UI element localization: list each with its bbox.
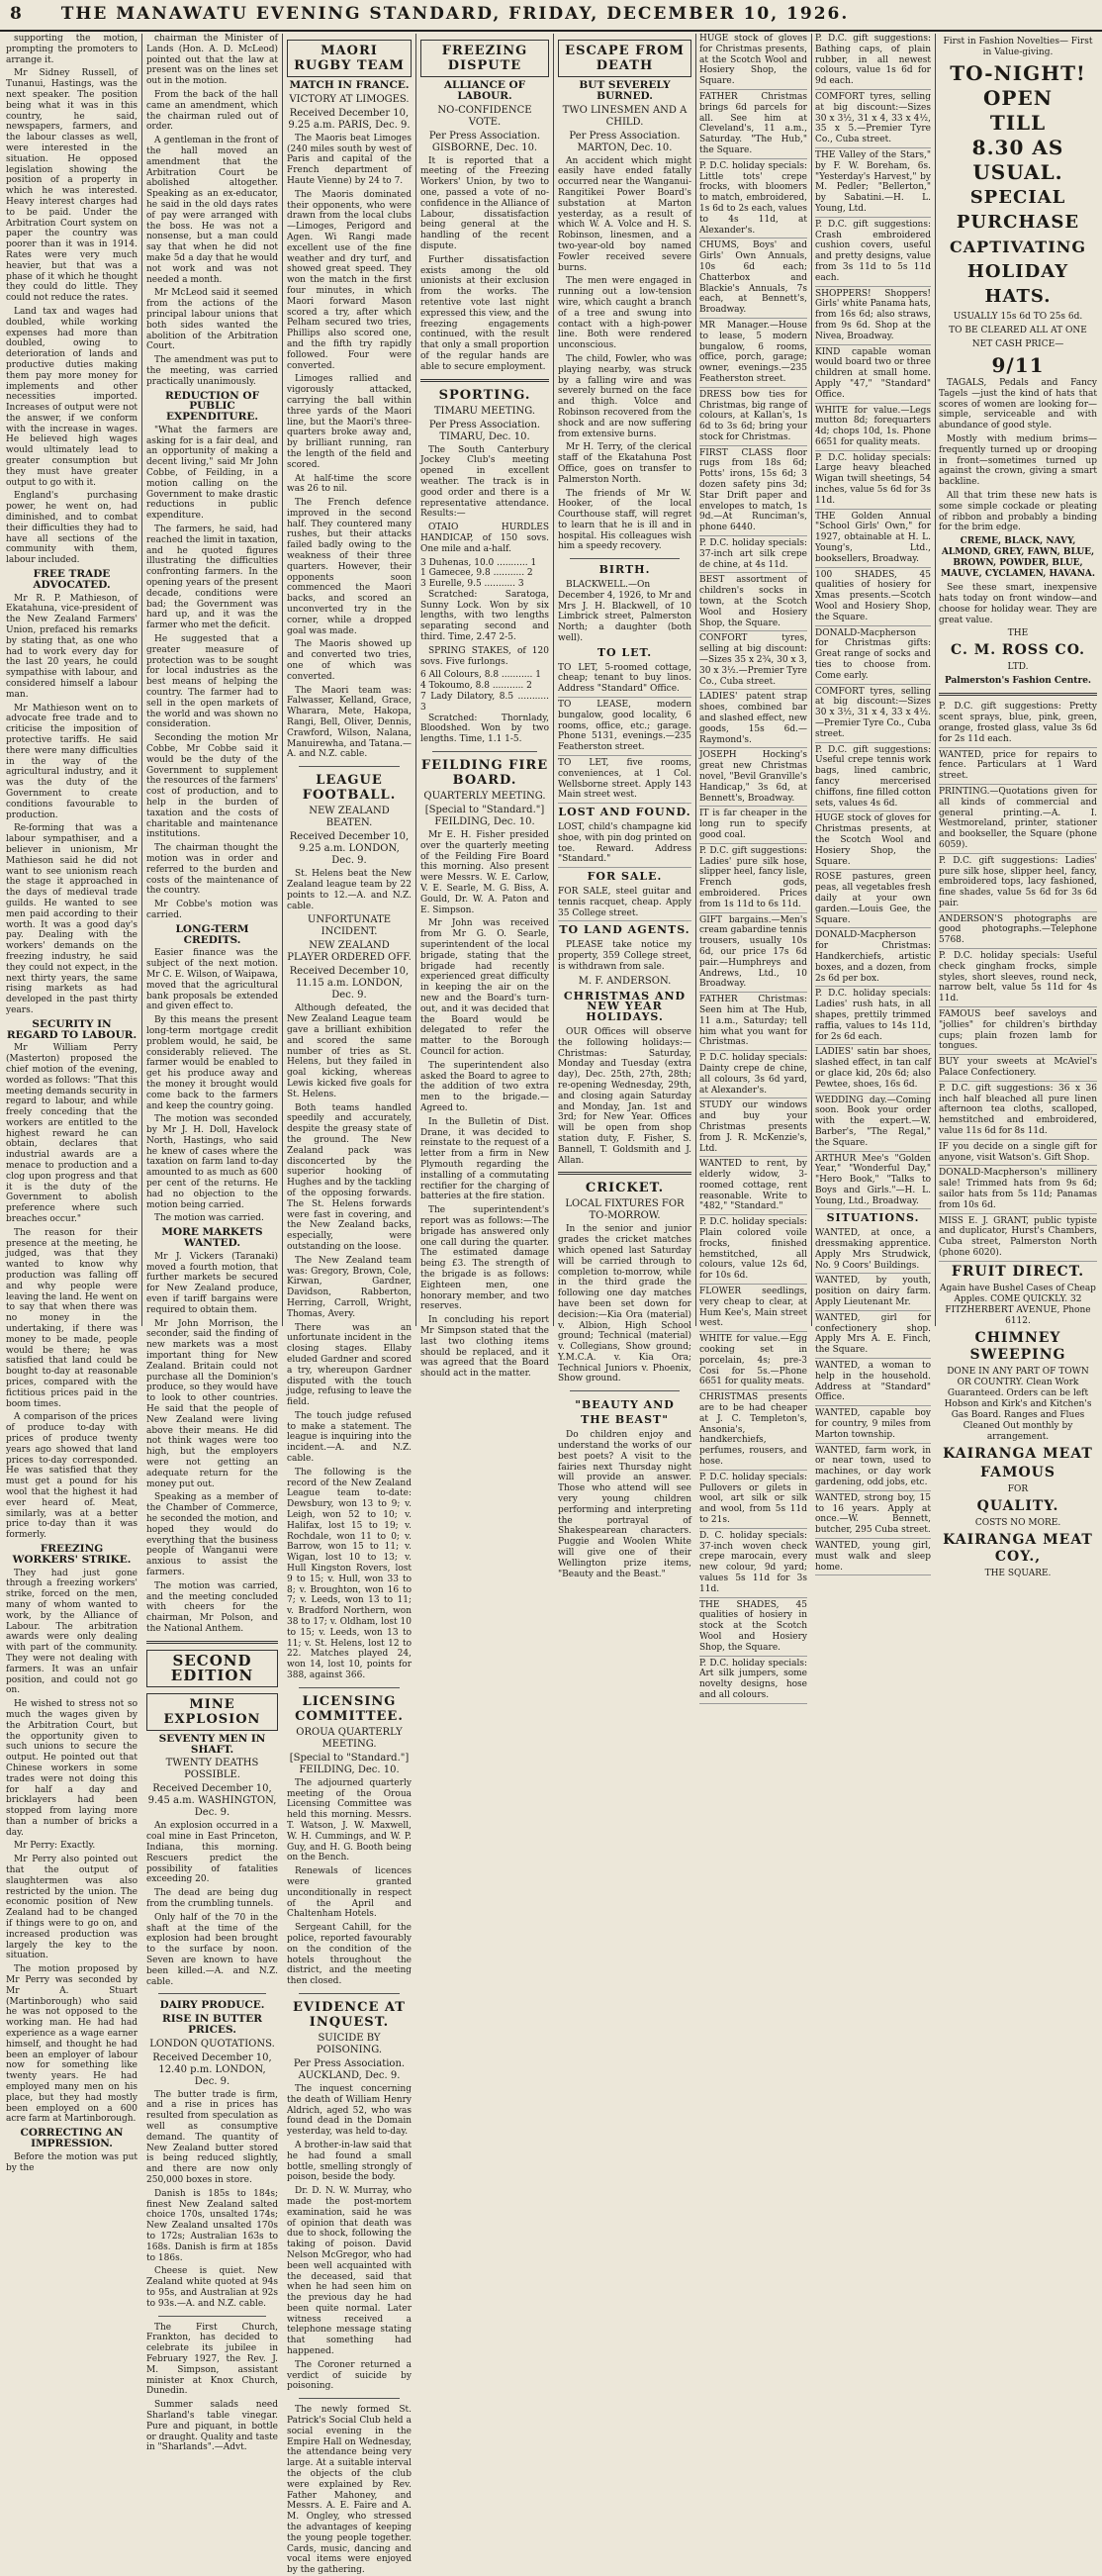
firm-tagline: Palmerston's Fashion Centre. xyxy=(944,676,1092,687)
display-ad-line: QUALITY. xyxy=(976,1497,1059,1514)
display-ad-heading: CHIMNEY SWEEPING xyxy=(969,1329,1066,1363)
section-heading: LOST AND FOUND. xyxy=(558,806,691,819)
display-ad-line: USUAL. xyxy=(972,160,1063,184)
headline: "BEAUTY AND THE BEAST" xyxy=(575,1398,675,1427)
dateline: Received December 10, 9.25 a.m. PARIS, Dec. 9. xyxy=(288,107,411,131)
headline: MINE EXPLOSION xyxy=(146,1693,278,1731)
article-paragraph: The Maoris beat Limoges (240 miles south by west of Paris and capital of the French department of Haute Vienne) by 24 to 7. xyxy=(287,133,412,186)
article-paragraph: England's purchasing power, he went on, had diminished, and to combat their difficulties they had to have all sections of the community with them, labour included. xyxy=(6,491,138,566)
classified-ad: P. D.C. gift suggestions: 36 x 36 inch half bleached all pure linen afternoon tea cloths, scalloped, hemstitched and embroidered, value 11s 6d for 8s 11d. xyxy=(939,1084,1097,1140)
ad-copy: Mostly with medium brims—frequently turned up or drooping in front—sometimes turned up against the crown, giving a smart backline. xyxy=(939,433,1097,488)
article-paragraph: The amendment was put to the meeting, was carried practically unanimously. xyxy=(146,355,278,387)
separator xyxy=(299,1687,400,1688)
article-paragraph: The First Church, Frankton, has decided to celebrate its jubilee in February 1927, the Rev. J. M. Simpson, assistant minister at Knox Church, Dunedin. xyxy=(146,2322,278,2397)
subheading: SECURITY IN REGARD TO LABOUR. xyxy=(6,1017,138,1041)
classified-ad: ROSE pastures, green peas, all vegetables fresh daily at your own garden.—Louis Gee, the Square. xyxy=(815,872,931,928)
article-paragraph: chairman the Minister of Lands (Hon. A. D. McLeod) pointed out that the law at present was on the lines set out in the motion. xyxy=(146,34,278,87)
article-paragraph: Limoges rallied and vigorously attacked, carrying the ball within three yards of the Maori line, but the Maori's three-quarters broke away and, by brilliant running, ran the length of the field and scored. xyxy=(287,374,412,470)
classified-ad: P. D.C. holiday specials: Little tots' crepe frocks, with bloomers to match, embroidered, 1s 6d to 2s each, values to 4s 11d, at Alexander's. xyxy=(699,161,807,239)
classified-ad: WANTED, young girl, must walk and sleep home. xyxy=(815,1541,931,1575)
article-paragraph: The butter trade is firm, and a rise in prices has resulted from speculation as well as consumptive demand. The quantity of New Zealand butter stored is being reduced slightly, and there are now only 250,000 boxes in store. xyxy=(146,2089,278,2186)
separator xyxy=(158,1993,266,1994)
article-paragraph: A gentleman in the front of the hall moved an amendment that the Arbitration Court be abolished altogether. Speaking as an ex-educator, he said in the old days rates of pay were arranged with the boss. He was not a nonsense, but a man could say that when he did not make 5d a day that he would not work and was not needed a month. xyxy=(146,136,278,285)
article-paragraph: Before the motion was put by the xyxy=(6,2151,138,2173)
article-paragraph: The motion proposed by Mr Perry was seconded by Mr A. Stuart (Martinborough) who said he was not opposed to the working man. He had had experience as a wage earner himself, and thought he had been an employer of labour now for something like twenty years. He had employed many men on his place, but they had mostly been employed on a 600 acre farm at Martinborough. xyxy=(6,1964,138,2125)
article-paragraph: The Coroner returned a verdict of suicide by poisoning. xyxy=(287,2359,412,2392)
article-paragraph: Sergeant Cahill, for the police, reported favourably on the condition of the hotels throughout the district, and the meeting then closed. xyxy=(287,1923,412,1987)
headline: MAORI RUGBY TEAM xyxy=(287,40,412,77)
article-paragraph: They had just gone through a freezing workers' strike, forced on the men, many of whom wanted to work, by the Alliance of Labour. The arbitration awards were only dealing with part of the community. They were not dealing with farmers. It was an unfair position, and could not go on. xyxy=(6,1568,138,1696)
subheading: SUICIDE BY POISONING. xyxy=(316,2032,383,2055)
dateline: Received December 10, 11.15 a.m. LONDON, Dec. 9. xyxy=(289,966,410,1002)
classified-ad: P. D.C. holiday specials: Useful check gingham frocks, simple styles, short sleeves, round neck, narrow belt, value 5s 11d for 4s 11d. xyxy=(939,951,1097,1007)
display-ad-line: OPEN xyxy=(983,86,1053,110)
edition-heading: SECOND EDITION xyxy=(146,1650,278,1687)
subheading: CORRECTING AN IMPRESSION. xyxy=(20,2127,124,2149)
article-paragraph: The newly formed St. Patrick's Social Club held a social evening in the Empire Hall on Wednesday, the attendance being very large. At a suitable interval the objects of the club were explained by Rev. Father Mahoney, and Messrs. A. E. Faire and A. M. Ongley, who stressed the advantages of keeping the young people together. Cards, music, dancing and vocal items were enjoyed by the gathering. xyxy=(287,2405,412,2576)
dateline: Per Press Association. GISBORNE, Dec. 10. xyxy=(428,130,541,153)
section-heading: TO LET. xyxy=(597,645,653,659)
article-paragraph: Further dissatisfaction exists among the old unionists at their exclusion from the works. The retentive vote last night expressed this view, and the freezing engagements continued, with the result that only a small proportion of the regular hands are able to secure employment. xyxy=(420,254,549,372)
article-paragraph: Mr Perry: Exactly. xyxy=(14,1841,96,1852)
headline: FREEZING DISPUTE xyxy=(420,40,549,77)
classified-ad: CHUMS, Boys' and Girls' Own Annuals, 10s 6d each; Chatterbox and Blackie's Annuals, 7s each, at Bennett's, Broadway. xyxy=(699,240,807,319)
article-paragraph: Mr Sidney Russell, of Tunanui, Hastings, was the next speaker. The position being what it was in this country, he said, newspapers, farmers, and the labour classes as well, were interested in the situation. He opposed legislation showing the position of a property in which he was interested. Heavy interest charges had to be paid. Under the Arbitration Court system on paper the country was poorer than it was in 1914. Rates were very much heavier, but that was a phase of it which he thought they could do little. They could not reduce the rates. xyxy=(6,68,138,304)
article-paragraph: From the back of the hall came an amendment, which the chairman ruled out of order. xyxy=(146,89,278,133)
classified-ad: HUGE stock of gloves for Christmas presents, at the Scotch Wool and Hosiery Shop, the Square. xyxy=(815,813,931,870)
dateline: [Special to "Standard."] FEILDING, Dec. 10. xyxy=(289,1752,410,1775)
classified-ad: MR Manager.—House to lease, 5 modern bungalow, 6 rooms, office, porch, garage; owner, evenings.—235 Featherston street. xyxy=(699,321,807,388)
column-5 xyxy=(558,34,691,1579)
article-paragraph: Mr John was received from Mr G. O. Searle, superintendent of the local brigade, stating that the brigade had recently experienced great difficulty in keeping the air on the new and the Board's turn-out, and it was decided that the Board would be delegated to refer the matter to the Borough Council for action. xyxy=(420,918,549,1057)
classified-ad: P. D.C. holiday specials: Pullovers or gilets in wool, art silk or silk and wool, from 5s 11d to 21s. xyxy=(699,1473,807,1529)
display-ad-copy: DONE IN ANY PART OF TOWN OR COUNTRY. Clean Work Guaranteed. Orders can be left Hobson and Kirk's and Kitchen's Gas Board. Ranges and Flues Cleaned Out monthly by arrangement. xyxy=(944,1366,1092,1442)
article-paragraph: The inquest concerning the death of William Henry Aldrich, aged 52, who was found dead in the Domain yesterday, was held to-day. xyxy=(287,2083,412,2138)
race-result: 1 Gamecee, 9.8 ........... 2 xyxy=(420,568,533,579)
classified-ad: THE Golden Annual "School Girls' Own," for 1927, obtainable at H. L. Young's, Ltd., booksellers, Broadway. xyxy=(815,512,931,568)
notice: BLACKWELL.—On December 4, 1926, to Mr and Mrs J. H. Blackwell, of 10 Limbrick street, Palmerston North; a daughter (both well). xyxy=(558,580,691,644)
article-paragraph: The Maori team was: Falwasser, Kelland, Grace, Wharara, Mete, Hakopa, Rangi, Bell, Oliver, Dennis, Crawford, Wilson, Nalana, Manuirewha, and Tatana.—A. and N.Z. cable. xyxy=(287,685,412,760)
ad-copy: TAGALS, Pedals and Fancy Tagels —just the kind of hats that scores of women are looking for—simple, serviceable and with abundance of good style. xyxy=(939,378,1097,431)
classified-ad: P. D.C. holiday specials: 37-inch art silk crepe de chine, at 4s 11d. xyxy=(699,538,807,573)
dateline: Received December 10, 12.40 p.m. LONDON, Dec. 9. xyxy=(152,2051,272,2087)
separator xyxy=(558,1172,691,1175)
signature: M. F. ANDERSON. xyxy=(578,975,672,987)
article-paragraph: The motion was carried. xyxy=(154,1213,264,1224)
article-paragraph: The South Canterbury Jockey Club's meeting opened in excellent weather. The track is in good order and there is a representative attendance. Results:— xyxy=(420,444,549,520)
classified-ad: JOSEPH Hocking's great new Christmas novel, "Bevil Granville's Handicap," 3s 6d, at Bennett's, Broadway. xyxy=(699,750,807,807)
subheading: TWENTY DEATHS POSSIBLE. xyxy=(165,1758,259,1781)
column-4 xyxy=(420,34,549,1380)
article-paragraph: The following is the record of the New Zealand League team to-date: Dewsbury, won 13 to 9; v. Leigh, won 52 to 10; v. Halifax, lost 15 to 19; v. Rochdale, won 11 to 0; v. Barrow, won 15 to 11; v. Wigan, lost 10 to 13; v. Hull Kingston Rovers, lost 9 to 15; v. Hull, won 33 to 8; v. Broughton, won 16 to 7; v. Leeds, won 13 to 11; v. Bradford Northern, won 38 to 17; v. Oldham, lost 10 to 15; v. Leeds, won 13 to 11; v. St. Helens, lost 12 to 22. Matches played 24, won 14, lost 10, points for 388, against 366. xyxy=(287,1467,412,1681)
article-paragraph: Mr J. Vickers (Taranaki) moved a fourth motion, that further markets be secured for New Zealand produce, even if tariff bargains were required to obtain them. xyxy=(146,1251,278,1315)
article-paragraph: Renewals of licences were granted unconditionally in respect of the April and Chaltenham Hotels. xyxy=(287,1866,412,1920)
article-paragraph: The adjourned quarterly meeting of the Oroua Licensing Committee was held this morning. Messrs. T. Watson, J. W. Maxwell, W. H. Cummings, and W. P. Guy, and H. G. Booth being on the Bench. xyxy=(287,1777,412,1863)
article-paragraph: Mr John Morrison, the seconder, said the finding of new markets was a most important thing for New Zealand. Britain could not purchase all the Dominion's produce, so they would have to look to other countries. He said that the people of New Zealand were living above their means. He did not think wages were too high, but the employers were not getting an adequate return for the money put out. xyxy=(146,1318,278,1489)
classified-ad: P. D.C. holiday specials: Art silk jumpers, some novelty designs, hose and all colours. xyxy=(699,1659,807,1704)
classified-ad: THE SHADES, 45 qualities of hosiery in stock at the Scotch Wool and Hosiery Shop, the Square. xyxy=(699,1600,807,1657)
dateline: Per Press Association. AUCKLAND, Dec. 9. xyxy=(293,2057,406,2081)
dateline: [Special to "Standard."] FEILDING, Dec. 10. xyxy=(424,805,545,828)
dateline: Per Press Association. MARTON, Dec. 10. xyxy=(569,130,681,153)
notice: PLEASE take notice my property, 359 College street, is withdrawn from sale. xyxy=(558,940,691,972)
classified-ad: ANDERSON'S photographs are good photographs.—Telephone 5768. xyxy=(939,914,1097,949)
column-rule xyxy=(553,34,554,1326)
classified-ad: FIRST CLASS floor rugs from 18s 6d; Potts' irons, 15s 6d; 3 dozen safety pins 3d; Star Drift paper and envelopes to match, 1s 9d.—At Runciman's, phone 6440. xyxy=(699,448,807,536)
race-result: 3 Eurelle, 9.5 ........... 3 xyxy=(420,579,524,590)
classified-ad: WANTED to rent, by elderly widow, 3-roomed cottage, rent reasonable. Write to "482," "Standard." xyxy=(699,1159,807,1215)
headline: CRICKET. xyxy=(585,1181,665,1196)
article-paragraph: Danish is 185s to 184s; finest New Zealand salted choice 170s, unsalted 174s; New Zealand unsalted 170s to 172s; Australian 163s to 168s. Danish is firm at 185s to 186s. xyxy=(146,2188,278,2263)
article-paragraph: Mr Perry also pointed out that the output of slaughtermen was also restricted by the union. The economic position of New Zealand had to be changed if things were to go on, and increased production was largely the key to the situation. xyxy=(6,1855,138,1961)
section-heading: BIRTH. xyxy=(598,563,651,577)
column-1 xyxy=(6,34,138,2173)
display-ad-line: TO-NIGHT! xyxy=(950,61,1086,85)
article-paragraph: Scratched: Saratoga, Sunny Lock. Won by six lengths, with two lengths separating second and third. Time, 2.47 2-5. xyxy=(420,589,549,643)
classified-ad: LOST, child's champagne kid shoe, with pin dog printed on toe. Reward. Address "Standard." xyxy=(558,822,691,868)
article-paragraph: Mr William Perry (Masterton) proposed the chief motion of the evening, worded as follows: "That this meeting demands security in regard to labour, and while freely conceding that the workers are entitled to the highest reward he can obtain, declares that industrial awards are a menace to production and a clog upon progress and that it is the duty of the Government to abolish preference where such breaches occur." xyxy=(6,1043,138,1225)
subheading: LONDON QUOTATIONS. xyxy=(149,2038,275,2050)
classified-ad: TO LEASE, modern bungalow, good locality, 6 rooms, office, etc.; garage. Phone 5131, evenings.—235 Featherston street. xyxy=(558,700,691,756)
classified-ad: FLOWER seedlings, very cheap to clear, at Hum Kee's, Main street west. xyxy=(699,1287,807,1332)
section-heading: FOR SALE. xyxy=(587,870,663,884)
subheading: REDUCTION OF PUBLIC EXPENDITURE. xyxy=(164,389,260,424)
article-paragraph: The child, Fowler, who was playing nearby, was struck by a falling wire and was severely burned on the face and thigh. Volce and Robinson recovered from the shock and are now suffering from extensive burns. xyxy=(558,353,691,439)
newspaper-title: THE MANAWATU EVENING STANDARD, FRIDAY, DECEMBER 10, 1926. xyxy=(60,4,850,24)
classified-ad: WANTED, by youth, position on dairy farm. Apply Lieutenant Mr. xyxy=(815,1276,931,1310)
article-paragraph: The reason for their presence at the meeting, he judged, was that they wanted to know why production was falling off and why people were leaving the land. He went on to say that when there was no money in the undertaking, if there was money to be made, people would be there; he was satisfied that land could be bought to-day at reasonable prices, compared with the fictitious prices paid in the boom times. xyxy=(6,1227,138,1409)
article-paragraph: He wished to stress not so much the wages given by the Arbitration Court, but the opportunity given to such unions to secure the output. He pointed out that Chinese workers in some trades were not doing this for half a day and bricklayers had been stopped from laying more than a number of bricks a day. xyxy=(6,1699,138,1838)
article-paragraph: At half-time the score was 26 to nil. xyxy=(287,473,412,495)
subheading: VICTORY AT LIMOGES. xyxy=(289,93,410,105)
article-paragraph: He suggested that a greater measure of protection was to be sought for local industries as the best means of helping the country. The farmer had to sell in the open markets of the world and was shown no consideration. xyxy=(146,634,278,730)
separator xyxy=(158,2316,266,2317)
classified-ad: MISS E. J. GRANT, public typiste and duplicator, Hurst's Chambers, Cuba street, Palmerston North (phone 6020). xyxy=(939,1216,1097,1262)
subheading: UNFORTUNATE INCIDENT. xyxy=(307,914,392,938)
price-note: TO BE CLEARED ALL AT ONE xyxy=(949,326,1087,335)
classified-ad: FATHER Christmas brings 6d parcels for all. See him at Cleveland's, 11 a.m., Saturday. "The Hub," the Square. xyxy=(699,92,807,159)
separator xyxy=(570,1390,680,1391)
subheading: BUT SEVERELY BURNED. xyxy=(579,79,671,102)
column-3 xyxy=(287,34,412,2576)
separator xyxy=(420,379,549,382)
display-ad-line: KAIRANGA MEAT COY., xyxy=(943,1531,1093,1565)
article-paragraph: An explosion occurred in a coal mine in East Princeton, Indiana, this morning. Rescuers predict the possibility of fatalities exceeding 20. xyxy=(146,1821,278,1885)
classified-ad: WANTED, at once, a dressmaking apprentice. Apply Mrs Strudwick, No. 9 Coors' Buildings. xyxy=(815,1228,931,1274)
column-rule xyxy=(935,34,936,1326)
column-8 xyxy=(939,34,1097,1578)
price: 9/11 xyxy=(991,353,1045,377)
display-ad-line: THE SQUARE. xyxy=(984,1568,1052,1578)
section-heading: TO LAND AGENTS. xyxy=(559,923,690,937)
display-ad-heading: KAIRANGA MEAT xyxy=(943,1445,1093,1462)
classified-ad: WANTED, price for repairs to fence. Particulars at 1 Ward street. xyxy=(939,750,1097,785)
classified-ad: DRESS bow ties for Christmas, big range of colours, at Kallan's, 1s 6d to 3s 6d; bring your stock for Christmas. xyxy=(699,390,807,446)
dateline: Per Press Association. TIMARU, Dec. 10. xyxy=(428,419,541,442)
separator xyxy=(299,1993,400,1994)
article-paragraph: The Maoris showed up and converted two tries, one of which was converted. xyxy=(287,639,412,682)
article-paragraph: The motion was carried, and the meeting concluded with cheers for the chairman, Mr Polson, and the National Anthem. xyxy=(146,1580,278,1634)
display-ad-line: TILL xyxy=(989,111,1047,135)
article-paragraph: In concluding his report Mr Simpson stated that the last two clothing items should be replaced, and it was agreed that the Board should act in the matter. xyxy=(420,1315,549,1380)
article-paragraph: SPRING STAKES, of 120 sovs. Five furlongs. xyxy=(420,645,549,667)
subheading: QUARTERLY MEETING. xyxy=(423,791,546,803)
classified-ad: P. D.C. holiday specials: Dainty crepe de chine, all colours, 3s 6d yard, at Alexander's. xyxy=(699,1053,807,1098)
classified-ad: DONALD-Macpherson for Christmas: Handkerchiefs, artistic boxes, and a dozen, from 2s 6d per box. xyxy=(815,930,931,987)
article-paragraph: Mr Mathieson went on to advocate free trade and to criticise the imposition of protective tariffs. He said there were many difficulties in the way of the agricultural industry, and it was the duty of the Government to create conditions favourable to production. xyxy=(6,703,138,820)
race-result: 7 Lady Dilatory, 8.5 ........... 3 xyxy=(420,692,549,713)
section-heading: CHRISTMAS AND NEW YEAR HOLIDAYS. xyxy=(563,989,687,1024)
separator xyxy=(570,558,680,559)
article-paragraph: Speaking as a member of the Chamber of Commerce, he seconded the motion, and hoped they would do everything that the business people of Wanganui were anxious to assist the farmers. xyxy=(146,1492,278,1577)
article-paragraph: Seconding the motion Mr Cobbe, Mr Cobbe said it would be the duty of the Government to supplement the resources of the farmers' cost of production, and to help in the burden of taxation and the costs of charitable and maintenance institutions. xyxy=(146,733,278,840)
firm-name: C. M. ROSS CO. xyxy=(951,642,1085,659)
classified-ad: GIFT bargains.—Men's cream gabardine tennis trousers, usually 10s 6d, our price 17s 6d pair.—Humphreys and Andrews, Ltd., 10 Broadway. xyxy=(699,915,807,994)
classified-ad: DONALD-Macpherson's millinery sale! Trimmed hats from 9s 6d; sailor hats from 5s 11d; Panamas from 10s 6d. xyxy=(939,1168,1097,1213)
subheading: NEW ZEALAND PLAYER ORDERED OFF. xyxy=(287,940,412,964)
separator xyxy=(299,2398,400,2399)
dateline: Received December 10, 9.25 a.m. LONDON, Dec. 9. xyxy=(289,831,410,867)
headline: DAIRY PRODUCE. xyxy=(159,1999,265,2012)
classified-ad: PRINTING.—Quotations given for all kinds of commercial and general printing.—A. I. Westmoreland, printer, stationer and bookseller, the Square (phone 6059). xyxy=(939,787,1097,854)
page-number: 8 xyxy=(10,4,22,24)
classified-ad: P. D.C. holiday specials: Large heavy bleached Wigan twill sheetings, 54 inches, value 5s 6d for 3s 11d. xyxy=(815,453,931,510)
article-paragraph: A comparison of the prices of produce to-day with prices of produce twenty years ago showed that land prices to-day corresponded. He was satisfied that they must get a pound for his wool that the highest it had ever heard of. Meat, similarly, was at a better price to-day than it was formerly. xyxy=(6,1412,138,1541)
classified-ad: FATHER Christmas: Seen him at The Hub, 11 a.m., Saturday; tell him what you want for Christmas. xyxy=(699,995,807,1051)
article-paragraph: A brother-in-law said that he had found a small bottle, smelling strongly of poison, beside the body. xyxy=(287,2140,412,2183)
article-paragraph: The farmers, he said, had reached the limit in taxation, and he quoted figures illustrating the difficulties confronting farmers. In the opening years of the present decade, conditions were bad; the Government was hard up, and it was the farmer who met the deficit. xyxy=(146,525,278,631)
classified-ad: THE Valley of the Stars," by F. W. Boreham, 6s. "Yesterday's Harvest," by M. Pedler; "Bellerton," by Sabatini.—H. L. Young, Ltd. xyxy=(815,150,931,218)
classified-ad: WANTED, capable boy for country, 9 miles from Marton township. xyxy=(815,1408,931,1443)
subheading: MATCH IN FRANCE. xyxy=(289,79,410,91)
headline: FEILDING FIRE BOARD. xyxy=(420,758,549,789)
classified-ad: DONALD-Macpherson for Christmas gifts: Great range of socks and ties to choose from. Come early. xyxy=(815,628,931,685)
classified-ad: IF you decide on a single gift for anyone, visit Watson's. Gift Shop. xyxy=(939,1142,1097,1167)
classified-ad: P. D.C. holiday specials: Plain colored voile frocks, finished hemstitched, all colours, value 12s 6d, for 10s 6d. xyxy=(699,1217,807,1285)
article-paragraph: Easier finance was the subject of the next motion. Mr C. E. Wilson, of Waipawa, moved that the agricultural bank proposals be extended and given effect to. xyxy=(146,948,278,1012)
classified-ad: COMFORT tyres, selling at big discount:—Sizes 30 x 3½, 31 x 4, 33 x 4½.—Premier Tyre Co., Cuba street. xyxy=(815,687,931,743)
subheading: RISE IN BUTTER PRICES. xyxy=(161,2013,263,2036)
classified-ad: WEDDING day.—Coming soon. Book your order with the expert.—W. Barber's, "The Regal," the Square. xyxy=(815,1096,931,1152)
classified-ad: KIND capable woman would board two or three children at small home. Apply "47," "Standard" Office. xyxy=(815,347,931,404)
colour-list: CREME, BLACK, NAVY, ALMOND, GREY, FAWN, BLUE, BROWN, POWDER, BLUE, MAUVE, CYCLAMEN, HAVANA. xyxy=(941,536,1095,580)
subheading: FREE TRADE ADVOCATED. xyxy=(33,568,111,591)
classified-ad: P. D.C. gift suggestions: Crash embroidered cushion covers, useful and pretty designs, value from 3s 11d to 5s 11d each. xyxy=(815,220,931,287)
article-paragraph: OTAIO HURDLES HANDICAP, of 150 sovs. One mile and a-half. xyxy=(420,523,549,554)
separator xyxy=(432,751,537,752)
classified-ad: WANTED, girl for confectionery shop. Apply Mrs A. E. Finch, the Square. xyxy=(815,1313,931,1359)
column-rule xyxy=(811,34,812,1326)
article-paragraph: Mr R. P. Mathieson, of Ekatahuna, vice-president of the New Zealand Farmers' Union, prefaced his remarks by stating that, as one who had to work every day for the last 20 years, he could sympathise with labour, and considered himself a labour man. xyxy=(6,593,138,700)
ad-copy: See these smart, inexpensive hats today on front window—and choose for holiday wear. They are great value. xyxy=(939,583,1097,625)
classified-ad: P. D.C. gift suggestions: Bathing caps, of plain rubber, in all newest colours, value 1s 6d for 9d each. xyxy=(815,34,931,90)
display-ad-line: COSTS NO MORE. xyxy=(974,1517,1061,1528)
article-paragraph: It is reported that a meeting of the Freezing Workers' Union, by two to one, passed a vote of no-confidence in the Alliance of Labour, dissatisfaction being general at the handling of the recent dispute. xyxy=(420,155,549,251)
classified-ad: FOR SALE, steel guitar and tennis racquet, cheap. Apply 35 College street. xyxy=(558,887,691,921)
display-ad-line: PURCHASE xyxy=(956,212,1080,233)
headline: EVIDENCE AT INQUEST. xyxy=(293,1999,406,2030)
display-ad-heading: FRUIT DIRECT. xyxy=(951,1263,1085,1280)
classified-ad: P. D.C. gift suggestions: Ladies' pure silk hose, slipper heel, fancy, embroidered tops, lacy fashioned, fine shades, value 5s 6d for 3s 6d pair. xyxy=(939,856,1097,912)
display-ad-copy: Again have Bushel Cases of Cheap Apples. COME QUICKLY. 32 FITZHERBERT AVENUE, Phone 6112. xyxy=(940,1283,1096,1326)
article-paragraph: The Maoris dominated their opponents, who were drawn from the local clubs—Limoges, Perigord and Agen. Wi Rangi made excellent use of the fine weather and dry turf, and showed great speed. They won the match in the first four minutes, in which Maori forward Mason scored a try, after which Pelham secured two tries, Phillips also scored one, and the fifth try rapidly followed. Four were converted. xyxy=(287,189,412,371)
classified-ad: COMFORT tyres, selling at big discount:—Sizes 30 x 3½, 31 x 4, 33 x 4½, 35 x 5.—Premier Tyre Co., Cuba street. xyxy=(815,92,931,148)
classified-ad: WANTED, a woman to help in the household. Address at "Standard" Office. xyxy=(815,1361,931,1406)
article-paragraph: Do children enjoy and understand the works of our best poets? A visit to the fairies next Thursday night will provide an answer. Those who attend will see very young children performing and interpreting the portrayal of Shakespearean characters. Puggie and Woolen White will give one of their Wellington prize items, "Beauty and the Beast." xyxy=(558,1430,691,1579)
classified-ad: WHITE for value.—Legs mutton 8d; forequarters 4d; chops 10d, 1s. Phone 6651 for quality meats. xyxy=(815,406,931,451)
classified-ad: P. D.C. gift suggestions: Pretty scent sprays, blue, pink, green, orange, frosted glass, value 3s 6d for 2s 11d each. xyxy=(939,702,1097,747)
article-paragraph: Mr H. Terry, of the clerical staff of the Ekatahuna Post Office, goes on transfer to Palmerston North. xyxy=(558,442,691,485)
article-paragraph: There was an unfortunate incident in the closing stages. Ellaby eluded Gardner and scored a try, whereupon Gardner disputed with the touch judge, refusing to leave the field. xyxy=(287,1322,412,1408)
masthead xyxy=(0,0,1102,32)
price-note: USUALLY 15s 6d TO 25s 6d. xyxy=(953,312,1083,322)
classified-ad: WANTED, farm work, in or near town, used to machines, or day work gardening, odd jobs, etc. xyxy=(815,1446,931,1491)
classified-ad: P. D.C. holiday specials: Ladies' rush hats, in all shapes, prettily trimmed raffia, values to 14s 11d, for 2s 6d each. xyxy=(815,989,931,1045)
article-paragraph: The superintendent also asked the Board to agree to the addition of two extra men to the brigade.—Agreed to. xyxy=(420,1060,549,1113)
article-paragraph: The French defence improved in the second half. They countered many rushes, but their attacks failed badly owing to the weakness of their three quarters. However, their opponents soon commenced the Maori backs, and scored an unconverted try in the corner, while a dropped goal was made. xyxy=(287,498,412,636)
article-paragraph: In the Bulletin of Dist. Drane, it was decided to reinstate to the request of a letter from a firm in New Plymouth regarding the installing of a commutating rectifier for the charging of batteries at the fire station. xyxy=(420,1116,549,1202)
advertisement: Summer salads need Sharland's table vinegar. Pure and piquant, in bottle or draught. Quality and taste in "Sharlands".—Advt. xyxy=(146,2400,278,2453)
article-paragraph: By this means the present long-term mortgage credit problem would, he said, be considerably relieved. The farmer would be enabled to get his produce away and the money it brought would come back to the farmers and keep the country going. xyxy=(146,1015,278,1111)
display-ad-line: 8.30 AS xyxy=(971,136,1064,159)
display-ad-tagline: First in Fashion Novelties— First in Value-giving. xyxy=(943,37,1093,57)
article-paragraph: The men were engaged in running out a low-tension wire, which caught a branch of a tree and swung into contact with a high-power line. Both were rendered unconscious. xyxy=(558,276,691,351)
headline: SPORTING. xyxy=(438,387,531,403)
classified-ad: SHOPPERS! Shoppers! Girls' white Panama hats, from 16s 6d; also straws, from 9s 6d. Shop at the Nivea, Broadway. xyxy=(815,289,931,345)
display-ad-line: CAPTIVATING xyxy=(950,238,1086,256)
column-6 xyxy=(699,34,807,1700)
article-paragraph: In the senior and junior grades the cricket matches which opened last Saturday will be carried through to completion to-morrow, while in the third grade the following one day matches have been set down for decision:—Kia Ora (material) v. Albion, High School ground; Technical (material) v. Collegians, Show ground; Y.M.C.A. v. Kia Ora; Technical Juniors v. Phoenix, Show ground. xyxy=(558,1224,691,1384)
display-ad-line: SPECIAL xyxy=(969,187,1066,208)
ad-copy: All that trim these new hats is some simple cockade or pleating of ribbon and probably a binding for the brim edge. xyxy=(939,490,1097,533)
classified-ad: 100 SHADES, 45 qualities of hosiery for Xmas presents.—Scotch Wool and Hosiery Shop, the Square. xyxy=(815,570,931,626)
subheading: ALLIANCE OF LABOUR. xyxy=(443,79,526,102)
race-result: 6 All Colours, 8.8 ........... 1 xyxy=(420,670,541,681)
subheading: FREEZING WORKERS' STRIKE. xyxy=(12,1542,132,1566)
subheading: SEVENTY MEN IN SHAFT. xyxy=(158,1732,266,1756)
classified-ad: P. D.C. gift suggestions: Useful crepe tennis work bags, lined cambric, fancy mercerised chiffons, fine filled cotton sets, values 4s 6d. xyxy=(815,745,931,812)
classified-ad: ARTHUR Mee's "Golden Year," "Wonderful Day," "Hero Book," "Talks to Boys and Girls."—H. L. Young, Ltd., Broadway. xyxy=(815,1154,931,1210)
classified-ad: IT is far cheaper in the long run to specify good coal. xyxy=(699,809,807,843)
race-result: 3 Duhenas, 10.0 ........... 1 xyxy=(420,557,537,568)
display-ad-line: HATS. xyxy=(984,286,1052,307)
headline: LEAGUE FOOTBALL. xyxy=(302,773,397,804)
subheading: NO-CONFIDENCE VOTE. xyxy=(437,104,532,128)
article-paragraph: Both teams handled speedily and accurately, despite the greasy state of the ground. The New Zealand pack was disconcerted by the superior hooking of Hughes and by the tackling of the opposing forwards. The St. Helens forwards were fast in covering, and the New Zealand backs, especially, were outstanding on the loose. xyxy=(287,1102,412,1252)
article-paragraph: Re-forming that was a labour sympathiser, and a believer in unionism, Mr Mathieson said he did not want to see unionism reach the stage it approached in the days of medieval trade guilds. He wanted to see men paid according to their worth. It was a good day's pay. Dealing with the workers' demands on the freezing industry, he said they could not expect, in the next thirty years, the same rising markets as had developed in the past thirty years. xyxy=(6,823,138,1015)
subheading: NEW ZEALAND BEATEN. xyxy=(309,806,390,829)
classified-ad: LADIES' patent strap shoes, combined bar and slashed effect, new goods, 15s 6d.—Raymond's. xyxy=(699,692,807,748)
article-paragraph: The chairman thought the motion was in order and referred to the burden and costs of the maintenance of the country. xyxy=(146,843,278,897)
subheading: OROUA QUARTERLY MEETING. xyxy=(296,1726,403,1750)
article-paragraph: Although defeated, the New Zealand League team gave a brilliant exhibition and scored the same number of tries as St. Helens, but they failed in goal kicking, whereas Lewis kicked five goals for St. Helens. xyxy=(287,1003,412,1099)
dateline: Received December 10, 9.45 a.m. WASHINGTON, Dec. 9. xyxy=(147,1783,277,1819)
price-note: NET CASH PRICE— xyxy=(971,339,1064,349)
article-paragraph: Scratched: Thornlady, Bloodshed. Won by two lengths. Time, 1.1 1-5. xyxy=(420,713,549,745)
article-paragraph: Dr. D. N. W. Murray, who made the post-mortem examination, said he was of opinion that death was due to shock, following the taking of poison. David Nelson McGregor, who had been well acquainted with the deceased, said that when he had seen him on the previous day he had been quite normal. Later witness received a telephone message stating that something had happened. xyxy=(287,2186,412,2357)
article-paragraph: The touch judge refused to make a statement. The league is inquiring into the incident.—A. and N.Z. cable. xyxy=(287,1410,412,1465)
classified-ad: CONFORT tyres, selling at big discount:—Sizes 35 x 2¾, 30 x 3, 30 x 3½.—Premier Tyre Co., Cuba street. xyxy=(699,633,807,690)
classified-ad: BUY your sweets at McAviel's Palace Confectionery. xyxy=(939,1057,1097,1082)
classified-ad: HUGE stock of gloves for Christmas presents, at the Scotch Wool and Hosiery Shop, the Square. xyxy=(699,34,807,90)
subheading: MORE MARKETS WANTED. xyxy=(161,1226,263,1250)
classified-ad: WANTED, strong boy, 15 to 16 years. Apply at once.—W. Bennett, butcher, 295 Cuba street. xyxy=(815,1493,931,1539)
subheading: TIMARU MEETING. xyxy=(433,405,536,417)
classified-ad: FAMOUS beef saveloys and "jollies" for children's birthday cups; plain frozen lamb for tongues. xyxy=(939,1009,1097,1055)
classified-ad: WHITE for value.—Egg cooking set in porcelain, 4s; pre-3 Cosi for 5s.—Phone 6651 for quality meats. xyxy=(699,1334,807,1390)
classified-ad: BEST assortment of children's socks in town, at the Scotch Wool and Hosiery Shop, the Square. xyxy=(699,575,807,631)
article-paragraph: Land tax and wages had doubled, while working expenses had more than doubled, owing to deterioration of lands and productive duties making them pay more money for implements and other necessities imported. Increases of output were not the answer, if we conform with the increase in wages. He believed high wages would ultimately lead to greater consumption but they must have greater output to go with it. xyxy=(6,306,138,488)
column-rule xyxy=(282,34,283,1326)
article-paragraph: The superintendent's report was as follows:—The brigade has answered only one call during the quarter. The estimated damage being £3. The strength of the brigade is as follows: Eighteen men, one honorary member, and two reserves. xyxy=(420,1205,549,1312)
article-paragraph: The motion was seconded by Mr J. H. Doll, Havelock North, Hastings, who said he knew of cases where the taxation on farm land to-day amounted to as much as 600 per cent of the returns. He had no objection to the motion being carried. xyxy=(146,1114,278,1210)
column-2 xyxy=(146,34,278,2453)
classified-ad: P. D.C. gift suggestions: Ladies' pure silk hose, slipper heel, fancy lisle, French gods, embroidered. Prices from 1s 11d to 6s 11d. xyxy=(699,846,807,913)
classified-ad: D. C. holiday specials: 37-inch woven check crepe marocain, every new colour, 9d yard; values 5s 11d for 3s 11d. xyxy=(699,1531,807,1598)
display-ad-line: FOR xyxy=(1007,1483,1029,1494)
column-rule xyxy=(695,34,696,1326)
headline: LICENSING COMMITTEE. xyxy=(295,1693,404,1724)
article-paragraph: The friends of Mr W. Hooker, of the local Courthouse staff, will regret to learn that he is ill and in hospital. His colleagues wish him a speedy recovery. xyxy=(558,488,691,552)
column-rule xyxy=(141,34,142,1326)
section-heading: SITUATIONS. xyxy=(826,1211,920,1225)
article-paragraph: An accident which might easily have ended fatally occurred near the Wanganui-Rangitikei Power Board's substation at Marton yesterday, as a result of which W. A. Volce and H. S. Robinson, linesmen, and a two-year-old boy named Fowler received severe burns. xyxy=(558,155,691,273)
subheading: LONG-TERM CREDITS. xyxy=(175,922,249,946)
classified-ad: TO LET, five rooms, conveniences, at 1 Col. Wellsborne street. Apply 143 Main street west. xyxy=(558,758,691,804)
article-paragraph: Cheese is quiet. New Zealand white quoted at 94s to 95s, and Australian at 92s to 93s.—A. and N.Z. cable. xyxy=(146,2266,278,2309)
column-rule xyxy=(415,34,416,1326)
classified-ad: CHRISTMAS presents are to be had cheaper at J. C. Templeton's, Ansonia's, handkerchiefs, perfumes, rousers, and hose. xyxy=(699,1392,807,1471)
article-paragraph: supporting the motion, prompting the promoters to arrange it. xyxy=(6,34,138,65)
separator xyxy=(939,693,1097,696)
race-result: 4 Tokoumo, 8.8 ........... 2 xyxy=(420,681,532,692)
firm-label: LTD. xyxy=(1007,662,1029,673)
article-paragraph: Mr Cobbe's motion was carried. xyxy=(146,900,278,920)
subheading: LOCAL FIXTURES FOR TO-MORROW. xyxy=(565,1198,685,1222)
classified-ad: TO LET, 5-roomed cottage, cheap; tenant to buy linos. Address "Standard" Office. xyxy=(558,663,691,698)
firm-label: THE xyxy=(1007,628,1029,639)
display-ad-line: FAMOUS xyxy=(980,1464,1056,1480)
article-paragraph: Only half of the 70 in the shaft at the time of the explosion had been brought to the surface by noon. Seven are known to have been killed.—A. and N.Z. cable. xyxy=(146,1912,278,1987)
notice: OUR Offices will observe the following holidays:—Christmas: Saturday, Monday and Tuesday (extra day), Dec. 25th, 27th, 28th; re-opening Wednesday, 29th, and closing again Saturday and Monday, Jan. 1st and 3rd; for New Year. Offices will be open from shop station duty, F. Fisher, S. Bannell, T. Goldsmith and J. Allan. xyxy=(558,1026,691,1166)
article-paragraph: The dead are being dug from the crumbling tunnels. xyxy=(146,1888,278,1909)
separator xyxy=(146,1641,278,1644)
article-paragraph: Mr McLeod said it seemed from the actions of the principal labour unions that both sides wanted the abolition of the Arbitration Court. xyxy=(146,288,278,352)
column-7 xyxy=(815,34,931,1573)
classified-ad: LADIES' satin bar shoes, slashed effect, in tan calf or glace kid, 20s 6d; also Pewtee, shoes, 16s 6d. xyxy=(815,1047,931,1093)
subheading: TWO LINESMEN AND A CHILD. xyxy=(562,104,688,128)
separator xyxy=(299,766,400,767)
article-paragraph: "What the farmers are asking for is a fair deal, and an opportunity of making a decent living," said Mr John Cobbe, of Feilding, in a motion calling on the Government to make drastic reductions in public expenditure. xyxy=(146,425,278,522)
article-paragraph: St. Helens beat the New Zealand league team by 22 points to 12.—A. and N.Z. cable. xyxy=(287,869,412,911)
article-paragraph: The New Zealand team was: Gregory, Brown, Cole, Kirwan, Gardner, Davidson, Rabberton, Herring, Carroll, Wright, Thomas, Avery. xyxy=(287,1255,412,1319)
article-paragraph: Mr E. H. Fisher presided over the quarterly meeting of the Feilding Fire Board this morning. Also present were Messrs. W. E. Carlow, V. E. Searle, M. G. Biss, A. Gould, Dr. W. A. Paton and E. Simpson. xyxy=(420,830,549,915)
headline: ESCAPE FROM DEATH xyxy=(558,40,691,77)
classified-ad: STUDY our windows and buy your Christmas presents from J. R. McKenzie's, Ltd. xyxy=(699,1100,807,1157)
display-ad-line: HOLIDAY xyxy=(966,261,1069,282)
